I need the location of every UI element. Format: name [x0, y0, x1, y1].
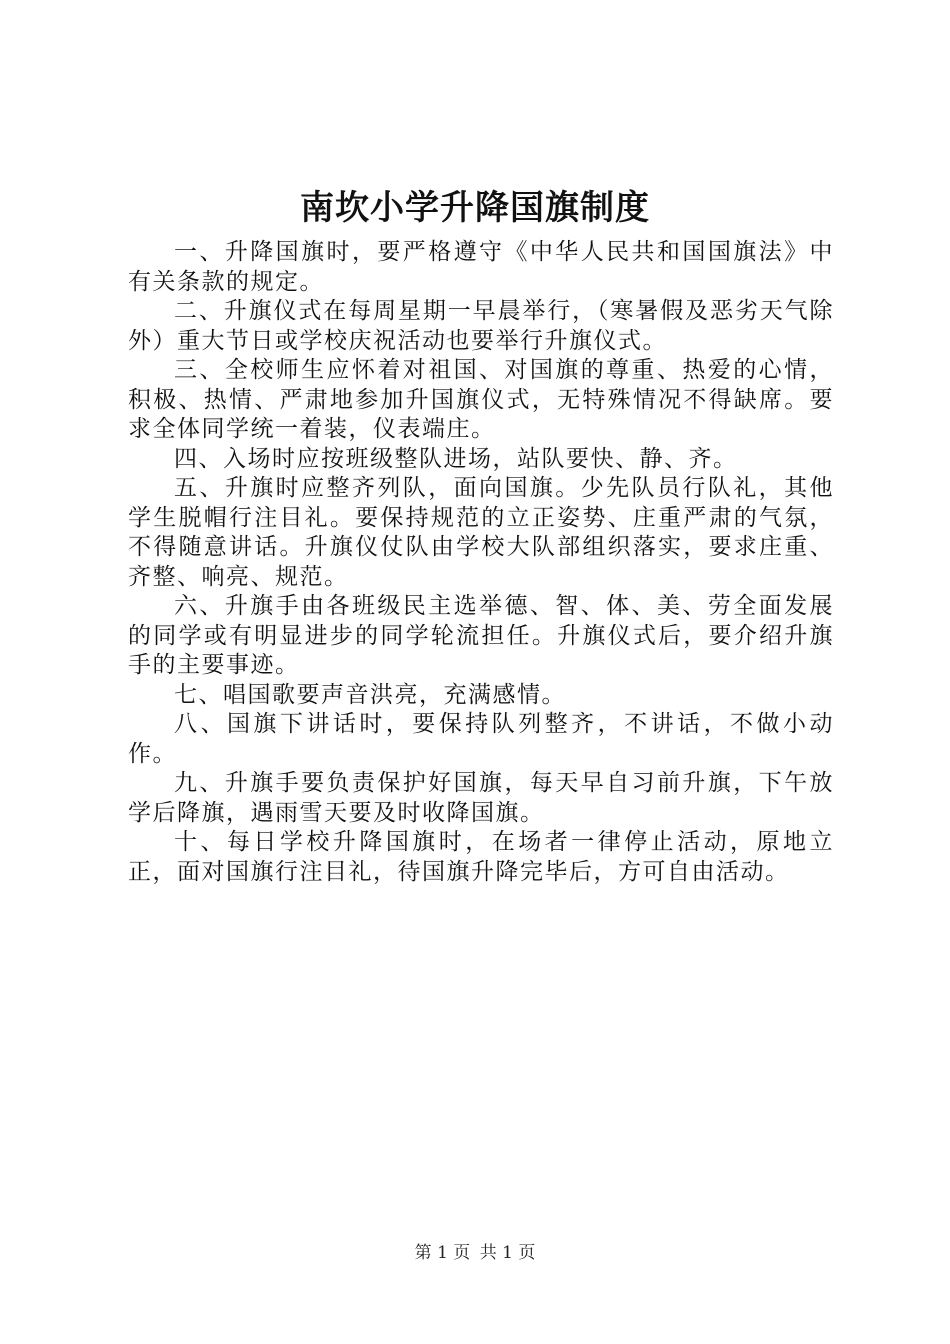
paragraph: 三、全校师生应怀着对祖国、对国旗的尊重、热爱的心情，积极、热情、严肃地参加升国旗仪式，无特殊情况不得缺席。要求全体同学统一着装，仪表端庄。 — [128, 357, 834, 442]
page-footer — [0, 1241, 950, 1265]
paragraph: 九、升旗手要负责保护好国旗，每天早自习前升旗，下午放学后降旗，遇雨雪天要及时收降国旗。 — [128, 770, 834, 826]
page-number: 第 1 页 — [414, 1243, 471, 1263]
paragraph: 四、入场时应按班级整队进场，站队要快、静、齐。 — [174, 445, 738, 472]
paragraph: 八、国旗下讲话时，要保持队列整齐，不讲话，不做小动作。 — [128, 711, 834, 767]
page-total: 共 1 页 — [479, 1243, 536, 1263]
paragraph: 七、唱国歌要声音洪亮，充满感情。 — [174, 681, 566, 708]
paragraph: 二、升旗仪式在每周星期一早晨举行，（寒暑假及恶劣天气除外）重大节日或学校庆祝活动也要举行升旗仪式。 — [128, 298, 834, 354]
document-title: 南坎小学升降国旗制度 — [300, 188, 650, 228]
paragraph: 一、升降国旗时，要严格遵守《中华人民共和国国旗法》中有关条款的规定。 — [128, 239, 834, 295]
document-body — [128, 238, 834, 887]
paragraph: 五、升旗时应整齐列队，面向国旗。少先队员行队礼，其他学生脱帽行注目礼。要保持规范的立正姿势、庄重严肃的气氛，不得随意讲话。升旗仪仗队由学校大队部组织落实，要求庄重、齐整、响亮、规范。 — [128, 475, 834, 590]
paragraph: 六、升旗手由各班级民主选举德、智、体、美、劳全面发展的同学或有明显进步的同学轮流担任。升旗仪式后，要介绍升旗手的主要事迹。 — [128, 593, 834, 678]
paragraph: 十、每日学校升降国旗时，在场者一律停止活动，原地立正，面对国旗行注目礼，待国旗升降完毕后，方可自由活动。 — [128, 829, 834, 885]
